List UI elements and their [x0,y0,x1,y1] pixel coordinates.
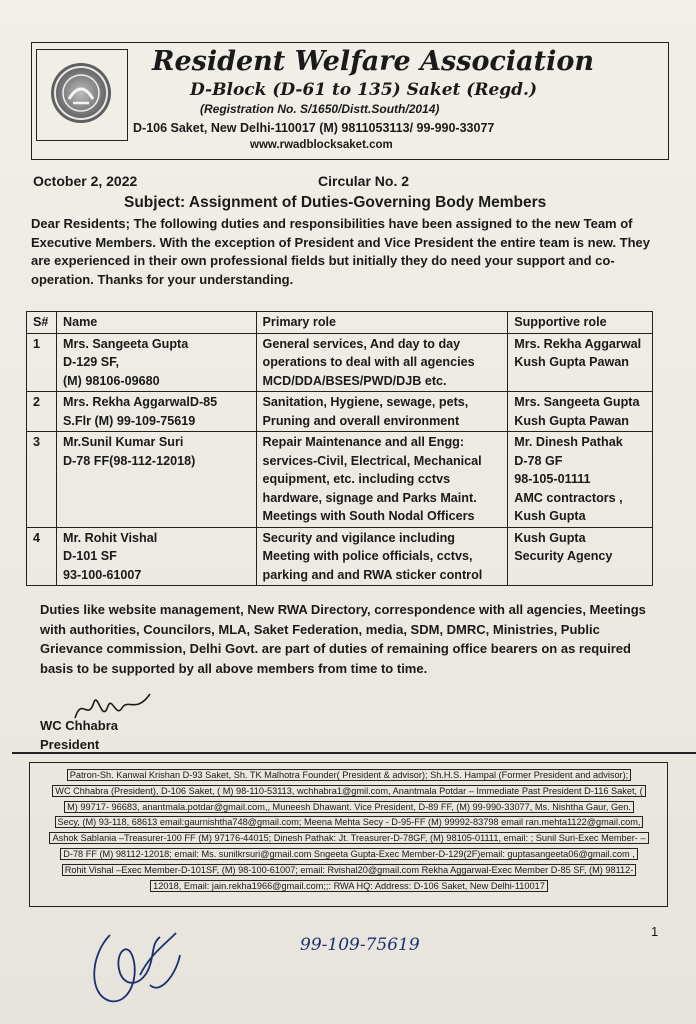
cell-primary-role-line: Sanitation, Hygiene, sewage, pets, [262,395,469,409]
divider [12,752,696,754]
footer-line-text: Patron-Sh. Kanwal Krishan D-93 Saket, Sh. TK Malhotra Founder( President & advisor); Sh.H.S. Hampal (Former President and advisor); [67,769,631,781]
cell-name-line: D-101 SF [62,549,117,563]
handwritten-signature [80,915,190,1015]
cell-primary-role-line: Repair Maintenance and all Engg: [262,435,465,449]
website: www.rwadblocksaket.com [250,139,393,151]
cell-supportive-role-line: Mrs. Sangeeta Gupta [514,395,640,409]
cell-primary-role-line: Meeting with police officials, cctvs, [262,549,473,563]
organization-name: Resident Welfare Association [152,46,595,77]
cell-supportive-role-line: Kush Gupta Pawan [514,355,629,369]
cell-primary-role-line: services-Civil, Electrical, Mechanical [262,453,482,468]
footer-line-text: 12018, Email: jain.rekha1966@gmail.com;;: RWA HQ: Address: D-106 Saket, New Delhi-110017 [150,880,548,892]
association-logo [51,63,111,123]
footer-line [37,831,661,847]
cell-supportive-role [508,432,653,528]
cell-primary-role-line: Security and vigilance including [262,530,455,545]
footer-line-text: Rohit Vishal –Exec Member-D-101SF, (M) 98-100-61007; email: Rvishal20@gmail.com Rekha Aggarwal-Exec Member D-85 SF, (M) 98112- [62,864,637,876]
footer-line-text: WC Chhabra (President), D-106 Saket, ( M) 98-110-53113, wchhabra1@gmil.com, Anantmala Potdar – Immediate Past President D-116 Saket, ( [52,785,645,797]
cell-supportive-role [508,527,653,586]
footer-line [37,768,661,784]
page-number: 1 [651,924,659,939]
table-row [27,333,653,392]
cell-name-line: Mr. Rohit Vishal [62,530,158,545]
cell-primary-role-line: hardware, signage and Parks Maint. [262,490,477,505]
table-row [27,527,653,586]
cell-supportive-role-line: Kush Gupta [514,509,586,523]
cell-supportive-role [508,392,653,432]
cell-supportive-role-line: 98-105-01111 [514,472,591,486]
footer-line [37,879,661,895]
cell-sn: 1 [27,333,57,392]
cell-name [56,333,256,392]
cell-supportive-role-line: AMC contractors , [514,490,623,505]
cell-name-line: S.Flr (M) 99-109-75619 [62,413,196,428]
circular-number: Circular No. 2 [318,173,410,189]
table-header-row [27,312,653,334]
header-primary-role: Primary role [256,312,508,334]
cell-primary-role [256,527,508,586]
intro-paragraph: Dear Residents; The following duties and responsibilities have been assigned to the new Team of Executive Members. With the exception of President and Vice President the entire team is new. They are experienced in their own professional fields but initially they do need your support and co-operation. Thanks for your understanding. [31,216,651,287]
header-name: Name [56,312,256,334]
table-row [27,432,653,528]
cell-supportive-role-line: Kush Gupta Pawan [514,413,629,428]
cell-primary-role [256,432,508,528]
cell-name-line: D-129 SF, [62,355,119,369]
circular-date: October 2, 2022 [33,173,138,189]
cell-supportive-role-line: D-78 GF [514,453,563,468]
footer-line [37,784,661,800]
address-line: D-106 Saket, New Delhi-110017 (M) 9811053113/ 99-990-33077 [133,121,495,135]
footer-line [37,863,661,879]
cell-primary-role-line: operations to deal with all agencies [262,355,475,369]
footer-line [37,800,661,816]
footer-line-text: Ashok Sablania –Treasurer-100 FF (M) 97176-44015; Dinesh Pathak: Jt. Treasurer-D-78GF, (M) 98105-01111, email: ; Sunil Suri-Exec Member- – [49,832,648,844]
cell-primary-role-line: parking and and RWA sticker control [262,567,483,582]
cell-primary-role-line: General services, And day to day [262,336,461,351]
cell-name [56,432,256,528]
cell-name-line: Mrs. Sangeeta Gupta [62,336,189,351]
cell-name-line: D-78 FF(98-112-12018) [62,453,196,468]
cell-supportive-role-line: Kush Gupta [514,530,586,545]
cell-primary-role-line: Meetings with South Nodal Officers [262,509,475,523]
cell-name-line: Mrs. Rekha AggarwalD-85 [62,395,218,409]
circular-subject: Subject: Assignment of Duties-Governing Body Members [124,194,547,211]
cell-sn: 4 [27,527,57,586]
cell-sn: 2 [27,392,57,432]
header-sn: S# [27,312,57,334]
signatory-title: President [40,737,100,752]
footer-line-text: D-78 FF (M) 98112-12018; email: Ms. sunilkrsuri@gmail.com Sngeeta Gupta-Exec Member-D-129(2F)email: guptasangeeta06@gmail.com , [60,848,638,860]
signatory-name: WC Chhabra [40,718,118,733]
cell-name-line: (M) 98106-09680 [62,373,160,388]
footer-line-text: Secy, (M) 93-118, 68613 email:gaurnishtha748@gmail.com; Meena Mehta Secy - D-95-FF (M) 99992-83798 email ran.mehta1122@gmail.com, [55,816,644,828]
cell-primary-role-line: equipment, etc. including cctvs [262,472,451,486]
header-supportive-role: Supportive role [508,312,653,334]
cell-supportive-role-line: Mrs. Rekha Aggarwal [514,336,642,351]
table-row [27,392,653,432]
duties-table [26,311,653,586]
cell-name-line: Mr.Sunil Kumar Suri [62,435,184,449]
cell-name [56,392,256,432]
cell-primary-role-line: Pruning and overall environment [262,413,460,428]
cell-supportive-role [508,333,653,392]
footer-line [37,815,661,831]
cell-name [56,527,256,586]
footer-line-text: M) 99717- 96683, anantmala.potdar@gmail.com,, Muneesh Dhawant. Vice President, D-89 FF, (M) 99-990-33077, Ms. Nishtha Gaur, Gen. [64,801,634,813]
office-bearers-footer [37,768,661,894]
cell-sn: 3 [27,432,57,528]
cell-primary-role [256,392,508,432]
registration-number: (Registration No. S/1650/Distt.South/2014) [200,102,440,116]
cell-supportive-role-line: Mr. Dinesh Pathak [514,435,623,449]
block-name: D-Block (D-61 to 135) Saket (Regd.) [190,80,537,100]
cell-supportive-role-line: Security Agency [514,549,613,563]
cell-primary-role [256,333,508,392]
duties-note: Duties like website management, New RWA Directory, correspondence with all agencies, Meetings with authorities, Councilors, MLA, Saket Federation, media, SDM, DMRC, Ministries, Public Grievance commission, Delhi Govt. are part of duties of remaining office bearers on as required basis to be supported by all above members from time to time. [40,602,646,676]
cell-name-line: 93-100-61007 [62,567,142,582]
footer-line [37,847,661,863]
cell-primary-role-line: MCD/DDA/BSES/PWD/DJB etc. [262,373,447,388]
handwritten-phone-note: 99-109-75619 [300,935,420,955]
